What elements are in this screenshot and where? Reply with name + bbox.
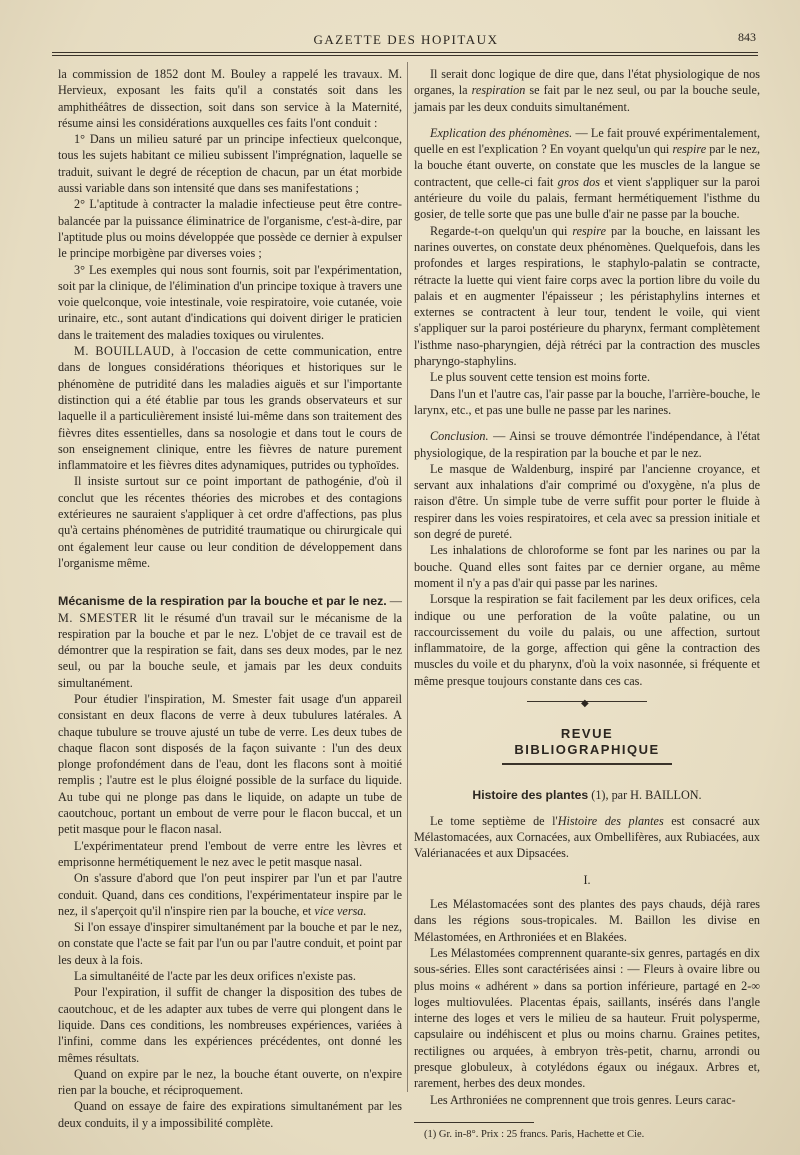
section-ornament: ◆ (527, 697, 647, 706)
paragraph (414, 66, 760, 115)
paragraph: L'expérimentateur prend l'embout de verre entre les lèvres et emprisonne hermétiquement le nez avec le petit masque nasal. (58, 838, 402, 869)
paragraph-text: et vient s'appliquer sur la paroi antérieure du voile du palais, fermant hermétiquement l'isthme du gosier, de telle sorte que pas une bulle d'air ne passe par la bouche. (414, 174, 761, 222)
paragraph-text: est consacré aux Mélastomacées, aux Cornacées, aux Ombellifères, aux Rubiacées, aux Valérianacées et aux Dipsacées. (414, 813, 761, 861)
section-numeral: I. (583, 872, 591, 887)
speaker-name: M. SMESTER (58, 610, 138, 625)
paragraph (414, 813, 760, 862)
paragraph (414, 428, 760, 461)
paragraph-text: Le tome septième de l' (430, 813, 558, 828)
paragraph-text: — Ainsi se trouve démontrée l'indépendance, à l'état physiologique, de la respiration par la bouche et par le nez. (414, 429, 761, 460)
paragraph: Le plus souvent cette tension est moins forte. (430, 370, 651, 385)
review-heading: REVUE BIBLIOGRAPHIQUE (502, 726, 672, 765)
paragraph: Lorsque la respiration se fait facilement par les deux orifices, cela indique ou une perforation de la voûte palatine, ou un raccourcissement du voile du palais, ou une affection, surtout inflammatoire, de la gorge, affection qui gêne la contraction des muscles du voile et du pharynx, d'où la voix nasonnée, si fréquente et même presque toujours constante dans ces cas. (414, 592, 760, 688)
paragraph-text: — Le fait prouvé expérimentalement, quelle en est l'explication ? En voyant quelqu'un qui (414, 125, 761, 157)
page-header (56, 30, 756, 50)
review-title (414, 787, 760, 803)
page-number: 843 (738, 30, 756, 44)
header-rule (52, 52, 758, 53)
italic-text: respiration (471, 83, 526, 98)
paragraph (58, 343, 402, 473)
paragraph-text: On s'assure d'abord que l'on peut inspirer par l'un et par l'autre conduit. Quand, dans ces conditions, l'expérimentateur inspire par le nez, il s'aperçoit qu'il n'inspire rien par la bouche, et (58, 871, 402, 918)
column-divider (407, 62, 408, 1092)
speaker-name: M. BOUILLAUD, (74, 344, 175, 359)
footnote: (1) Gr. in-8°. Prix : 25 francs. Paris, Hachette et Cie. (424, 1128, 645, 1140)
header-rule-double (52, 55, 758, 56)
paragraph: Les inhalations de chloroforme se font par les narines ou par la bouche. Quand elles sont faites par ce dernier organe, au même moment il n'y a pas d'air qui passe par les narines. (414, 543, 760, 590)
paragraph: Dans l'un et l'autre cas, l'air passe par la bouche, l'arrière-bouche, le larynx, etc., et pas une bulle ne passe par les narines. (414, 386, 760, 417)
paragraph: La simultanéité de l'acte par les deux orifices n'existe pas. (74, 969, 356, 984)
italic-text: vice versa. (314, 903, 367, 918)
paragraph: Il insiste surtout sur ce point important de pathogénie, d'où il conclut que les récentes théories des microbes et des contagions extérieures ne sauraient s'appliquer à cet ordre d'affections, pas plus qu'à certains phénomènes de putridité traumatique ou chirurgicale qui ont également leur cause ou leur condition de développement dans l'organisme même. (58, 474, 402, 570)
italic-text: gros dos (557, 174, 600, 189)
paragraph: 1° Dans un milieu saturé par un principe infectieux quelconque, tous les sujets habitant ce milieu subissent l'imprégnation, laquelle se traduit, suivant le degré de réception de chacun, par un état morbide aussi variable dans son intensité que dans ses manifestations ; (58, 132, 402, 196)
paragraph-text: par le nez, la bouche étant ouverte, on constate que les muscles de la langue se contractent, que celle-ci fait (414, 142, 760, 189)
paragraph-text: se fait par le nez seul, ou par la bouche seule, jamais par les deux conduits simultanément. (414, 83, 761, 114)
paragraph: Pour étudier l'inspiration, M. Smester fait usage d'un appareil consistant en deux flacons de verre à deux tubulures latérales. A chaque tubulure se trouve ajusté un tube de verre. Les deux tubes de chaque flacon sont disposés de la façon suivante : l'un des deux plonge profondément dans de l'eau, dont les flacons sont à moitié remplis ; l'autre est le plus éloigné possible de la surface du liquide. Au tube qui ne plonge pas dans le liquide, on adapte un tube de caoutchouc, portant un embout de verre pour le flacon buccal, et un petit masque pour le flacon nasal. (58, 691, 402, 837)
paragraph: 2° L'aptitude à contracter la maladie infectieuse peut être contre-balancée par la puissance éliminatrice de l'organisme, c'est-à-dire, par l'aptitude plus ou moins développée que possède ce dernier à expulser le principe morbigène par diverses voies ; (58, 197, 402, 261)
book-title: Histoire des plantes (472, 787, 589, 802)
section-heading: Mécanisme de la respiration par la bouche et par le nez. — M. SMESTER lit le résumé d'un travail sur le mécanisme de la respiration par la bouche et par le nez. L'objet de ce travail est de démontrer que la respiration se fait, dans ses deux modes, par le nez seul, ou par la bouche seule, et jamais par les deux conduits simultanément. (58, 594, 402, 690)
paragraph: Les Mélastomées comprennent quarante-six genres, partagés en dix sous-séries. Elles sont caractérisées ainsi : — Fleurs à ovaire libre ou plus moins « adhérent » dans sa portion inférieure, partagé en 2-∞ loges multiovulées. Placentas épais, saillants, insérés dans l'angle interne des loges et vers le milieu de sa hauteur. Fruit polysperme, capsulaire ou indéhiscent et plus ou moins charnu. Graines petites, rectilignes ou arquées, à embryon très-petit, charnu, arrondi ou presque globuleux, à cotylédons égaux ou inégaux. Arbres et, rarement, herbes des deux mondes. (414, 945, 760, 1091)
footnote-rule (414, 1122, 534, 1123)
paragraph: Quand on essaye de faire des expirations simultanément par les deux conduits, il y a impossibilité complète. (58, 1099, 402, 1130)
paragraph: Quand on expire par le nez, la bouche étant ouverte, on n'expire rien par la bouche, et réciproquement. (58, 1066, 402, 1098)
paragraph: la commission de 1852 dont M. Bouley a rappelé les travaux. M. Hervieux, exposant les faits qu'il a constatés soit dans les amphithéâtres de dissection, soit dans son service à la Maternité, résume ainsi les considérations auxquelles ces faits l'ont conduit : (58, 67, 402, 130)
italic-text: respire (672, 142, 707, 157)
subsection-label: Explication des phénomènes. (430, 125, 573, 140)
italic-text: Histoire des plantes (557, 813, 664, 828)
paragraph-text: lit le résumé d'un travail sur le mécanisme de la respiration par la bouche et par le nez. L'objet de ce travail est de démontrer que la respiration se fait, dans ses deux modes, par le nez seul, ou par la bouche seule, et jamais par les deux conduits simultanément. (58, 610, 402, 690)
section-title: Mécanisme de la respiration par la bouche et par le nez. (58, 594, 387, 609)
paragraph: Les Mélastomacées sont des plantes des pays chauds, déjà rares dans les régions sous-tropicales. M. Baillon les divise en Mélastomées, en Arthroniées et en Blakées. (414, 897, 760, 944)
right-column (414, 66, 760, 1143)
paragraph: Le masque de Waldenburg, inspiré par l'ancienne croyance, et servant aux inhalations d'air comprimé ou d'oxygène, n'a plus de raison d'être. Un simple tube de verre suffit pour porter le fluide à respirer dans les voies respiratoires, et cela avec sa pression initiale et son degré de pureté. (414, 461, 760, 542)
subsection-label: Conclusion. (430, 429, 489, 444)
paragraph (414, 125, 760, 223)
journal-title: GAZETTE DES HOPITAUX (313, 32, 499, 47)
paragraph-text: par la bouche, en laissant les narines ouvertes, on constate deux phénomènes. Quelquefois, dans les profondes et larges respirations, le staphylo-palatin se contracte, rétracte la luette qui vient faire corps avec la portion libre du voile du palais et en augmenter l'épaisseur ; les péristaphylins internes et externes se contractent à leur tour, tendent le voile, qui vient s'appliquer sur la paroi postérieure du pharynx, fermant complètement l'isthme naso-pharyngien, déjà rétréci par la contraction des muscles pharyngo-staphylins. (414, 223, 761, 369)
paragraph (58, 870, 402, 919)
paragraph: Les Arthroniées ne comprennent que trois genres. Leurs carac- (430, 1092, 736, 1107)
paragraph-text: Il serait donc logique de dire que, dans l'état physiologique de nos organes, la (414, 67, 760, 98)
left-column (58, 66, 402, 1131)
paragraph: 3° Les exemples qui nous sont fournis, soit par l'expérimentation, soit par la clinique, de l'élimination d'un principe toxique à travers une voie quelconque, voie intestinale, voie respiratoire, voie cutanée, voie urinaire, etc., sont autant d'indications qui doivent diriger le praticien dans le traitement des maladies toxiques ou virulentes. (58, 262, 402, 342)
review-author: (1), par H. BAILLON. (591, 787, 702, 802)
paragraph: Pour l'expiration, il suffit de changer la disposition des tubes de caoutchouc, et de les adapter aux tubes de verre qui plongent dans le liquide. Dans ces conditions, les nombreuses expériences, variées à l'infini, comme dans les expériences précédentes, ont donné les mêmes résultats. (58, 985, 402, 1065)
paragraph (414, 223, 760, 370)
italic-text: respire (572, 223, 606, 238)
paragraph-text: à l'occasion de cette communication, entre dans de longues considérations théoriques et historiques sur le phénomène de putridité dans les maladies aiguës et sur l'importante distinction qui a été établie par tous les grands observateurs et sur laquelle il a particulièrement insisté lui-même dans son traitement des fièvres dites essentielles, dans sa nosologie et dans tout le cours de son enseignement clinique, entre les fièvres de nature purement inflammatoire et les fièvres dites adynamiques, putrides ou typhoïdes. (58, 344, 403, 473)
paragraph-text: Regarde-t-on quelqu'un qui (430, 223, 568, 238)
paragraph: Si l'on essaye d'inspirer simultanément par la bouche et par le nez, on constate que l'acte se fait par l'un ou par l'autre conduit, et point par les deux à la fois. (58, 920, 402, 967)
